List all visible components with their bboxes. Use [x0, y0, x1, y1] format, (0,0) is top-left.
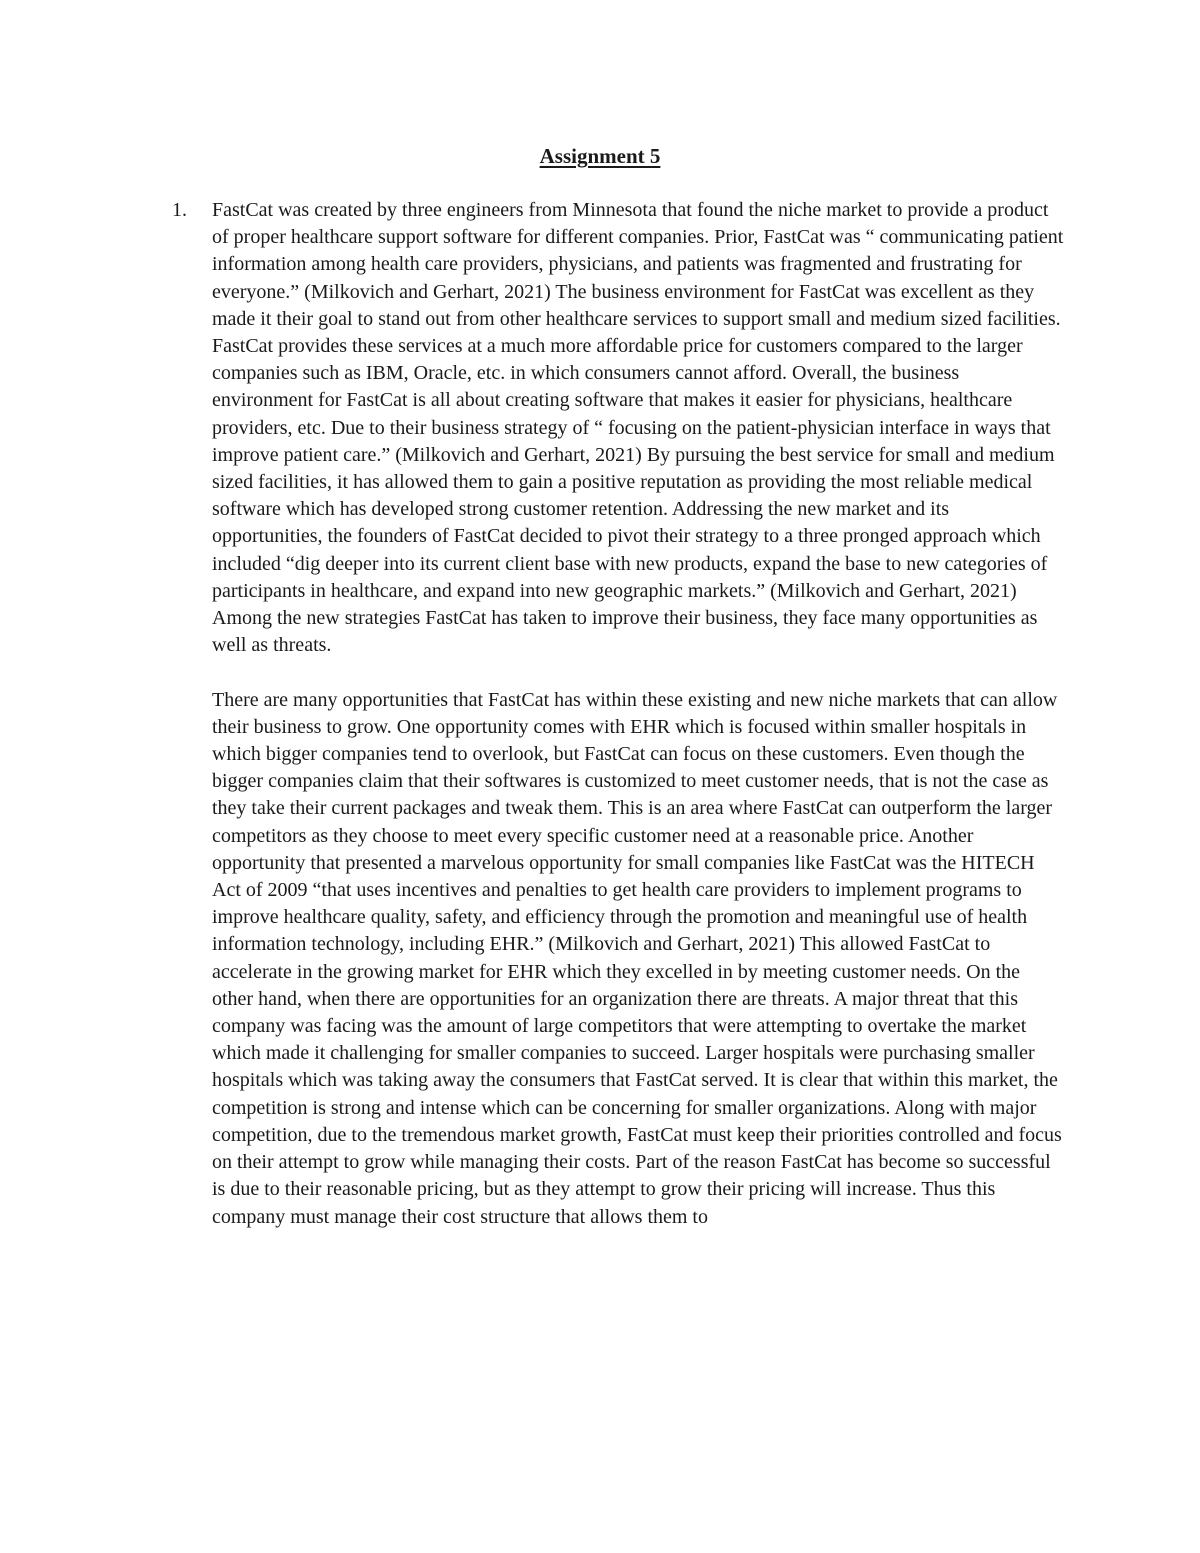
paragraph-opportunities-threats: There are many opportunities that FastCat has within these existing and new niche markets that can allow their business to grow. One opportunity comes with EHR which is focused within smaller hospitals in which bigger companies tend to overlook, but FastCat can focus on these customers. Even though the bigger companies claim that their softwares is customized to meet customer needs, that is not the case as they take their current packages and tweak them. This is an area where FastCat can outperform the larger competitors as they choose to meet every specific customer need at a reasonable price. Another opportunity that presented a marvelous opportunity for small companies like FastCat was the HITECH Act of 2009 “that uses incentives and penalties to get health care providers to implement programs to improve healthcare quality, safety, and efficiency through the promotion and meaningful use of health information technology, including EHR.” (Milkovich and Gerhart, 2021) This allowed FastCat to accelerate in the growing market for EHR which they excelled in by meeting customer needs. On the other hand, when there are opportunities for an organization there are threats. A major threat that this company was facing was the amount of large competitors that were attempting to overtake the market which made it challenging for smaller companies to succeed. Larger hospitals were purchasing smaller hospitals which was taking away the consumers that FastCat served. It is clear that within this market, the competition is strong and intense which can be concerning for smaller organizations. Along with major competition, due to the tremendous market growth, FastCat must keep their priorities controlled and focus on their attempt to grow while managing their costs. Part of the reason FastCat has become so successful is due to their reasonable pricing, but as they attempt to grow their pricing will increase. Thus this company must manage their cost structure that allows them to [212, 688, 1062, 1228]
list-item-number: 1. [172, 199, 187, 221]
list-item [172, 197, 1068, 1231]
numbered-list [172, 197, 1068, 1231]
paragraph-business-environment: FastCat was created by three engineers from Minnesota that found the niche market to provide a product of proper healthcare support software for different companies. Prior, FastCat was “ communicating patient information among health care providers, physicians, and patients was fragmented and frustrating for everyone.” (Milkovich and Gerhart, 2021) The business environment for FastCat was excellent as they made it their goal to stand out from other healthcare services to support small and medium sized facilities. FastCat provides these services at a much more affordable price for customers compared to the larger companies such as IBM, Oracle, etc. in which consumers cannot afford. Overall, the business environment for FastCat is all about creating software that makes it easier for physicians, healthcare providers, etc. Due to their business strategy of “ focusing on the patient-physician interface in ways that improve patient care.” (Milkovich and Gerhart, 2021) By pursuing the best service for small and medium sized facilities, it has allowed them to gain a positive reputation as providing the most reliable medical software which has developed strong customer retention. Addressing the new market and its opportunities, the founders of FastCat decided to pivot their strategy to a three pronged approach which included “dig deeper into its current client base with new products, expand the base to new categories of participants in healthcare, and expand into new geographic markets.” (Milkovich and Gerhart, 2021) Among the new strategies FastCat has taken to improve their business, they face many opportunities as well as threats. [212, 199, 1064, 657]
document-title: Assignment 5 [539, 144, 661, 168]
